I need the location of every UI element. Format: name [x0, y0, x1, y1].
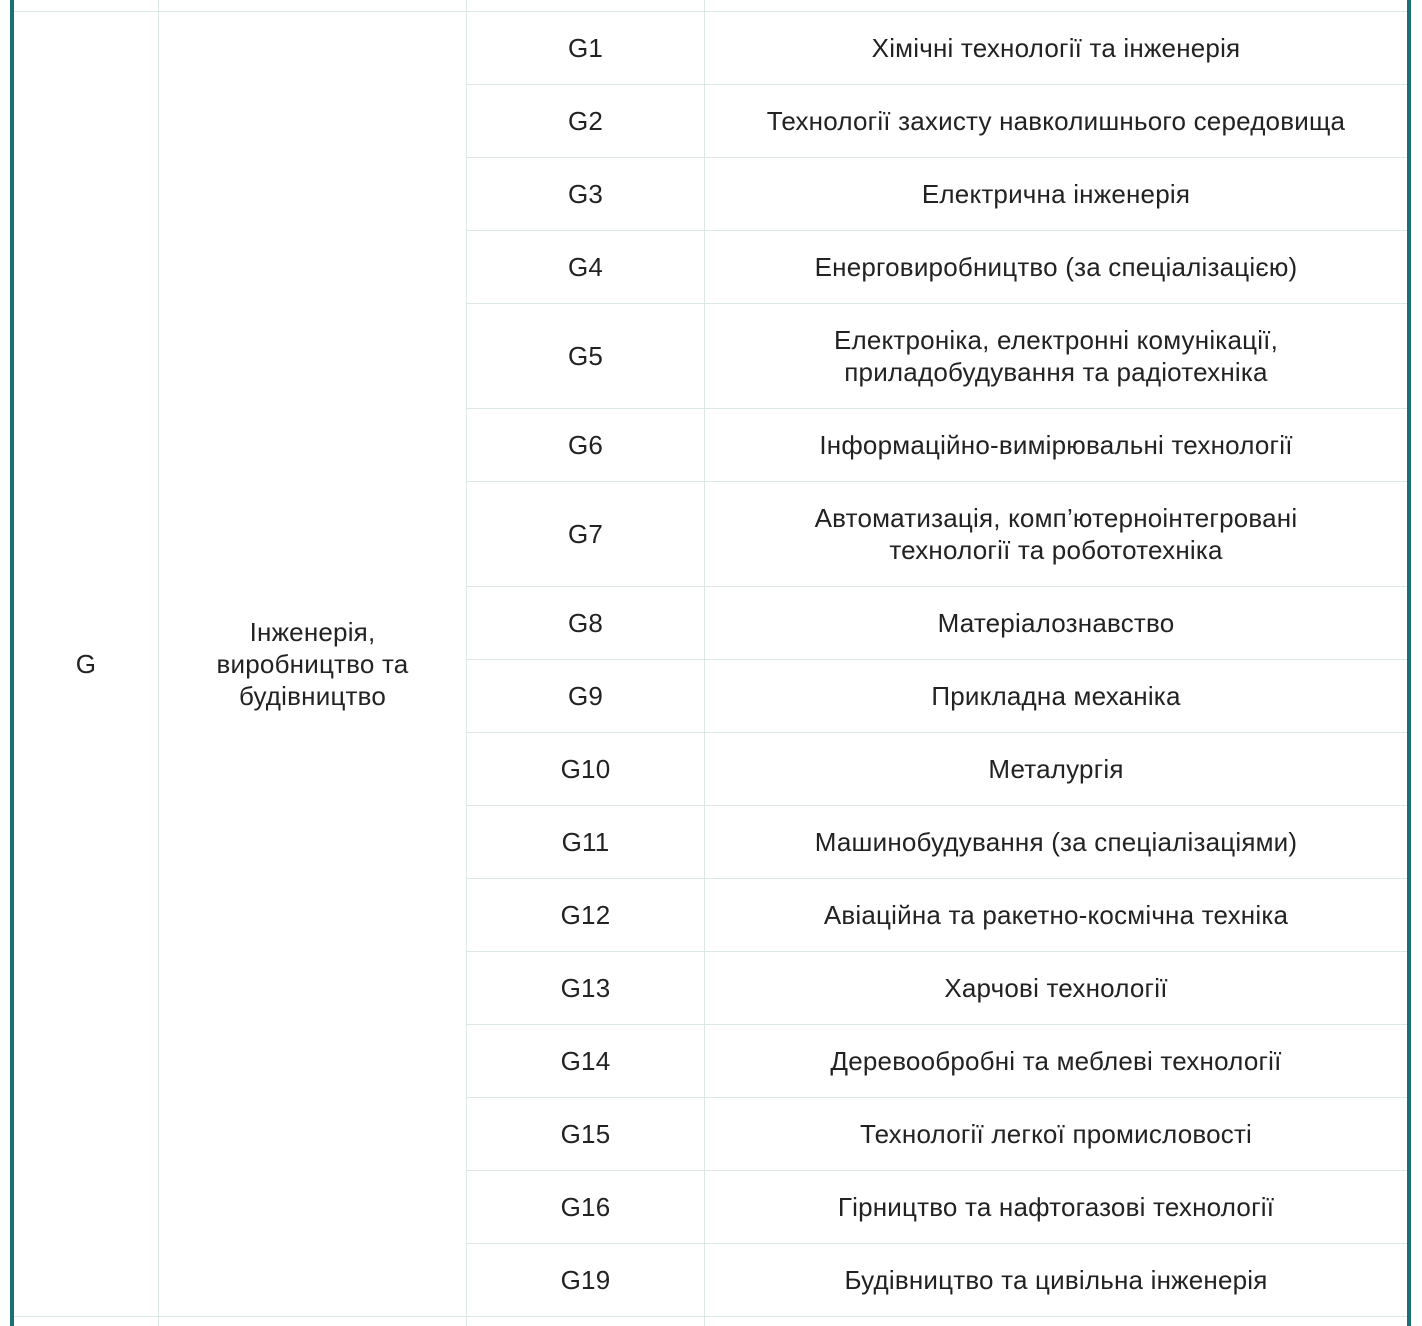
specialty-code: G14 [560, 1046, 611, 1076]
specialty-name: Харчові технології [944, 973, 1168, 1003]
specialty-code: G8 [567, 608, 604, 638]
specialty-name: Матеріалознавство [937, 608, 1175, 638]
specialty-name: Автоматизація, комп’ютерноінтегровані технології та робототехніка [814, 503, 1298, 565]
specialty-code: G13 [560, 973, 611, 1003]
specialty-name: Хімічні технології та інженерія [871, 33, 1241, 63]
specialty-code: G3 [567, 179, 604, 209]
specialty-code: G12 [560, 900, 611, 930]
specialty-name: Металургія [988, 754, 1124, 784]
specialty-name: Гірництво та нафтогазові технології [837, 1192, 1275, 1222]
specialty-name: Авіаційна та ракетно-космічна техніка [823, 900, 1289, 930]
specialty-name: Інформаційно-вимірювальні технології [819, 430, 1293, 460]
specialty-code: G7 [567, 519, 604, 549]
specialty-code: G4 [567, 252, 604, 282]
specialty-name: Будівництво та цивільна інженерія [844, 1265, 1268, 1295]
specialty-code: G2 [567, 106, 604, 136]
group-name-cell: Інженерія, виробництво та будівництво [216, 617, 409, 711]
specialty-code: G10 [560, 754, 611, 784]
specialty-name: Прикладна механіка [931, 681, 1181, 711]
specialty-name: Енерговиробництво (за спеціалізацією) [814, 252, 1298, 282]
row-divider [14, 1316, 1407, 1317]
specialty-code: G19 [560, 1265, 611, 1295]
specialty-name: Електрична інженерія [921, 179, 1191, 209]
specialty-name: Електроніка, електронні комунікації, приладобудування та радіотехніка [833, 325, 1279, 387]
specialty-name: Машинобудування (за спеціалізаціями) [814, 827, 1298, 857]
specialty-code: G11 [561, 827, 610, 857]
specialty-name: Технології захисту навколишнього середовища [766, 106, 1346, 136]
specialty-code: G1 [567, 33, 604, 63]
specialty-code: G5 [567, 341, 604, 371]
specialty-code: G6 [567, 430, 604, 460]
specialty-code: G9 [567, 681, 604, 711]
table-frame-right [1407, 0, 1411, 1326]
specialty-name: Деревообробні та меблеві технології [830, 1046, 1282, 1076]
group-code-cell: G [75, 649, 97, 679]
specialty-code: G16 [560, 1192, 611, 1222]
specialty-code: G15 [560, 1119, 611, 1149]
specialty-name: Технології легкої промисловості [859, 1119, 1253, 1149]
